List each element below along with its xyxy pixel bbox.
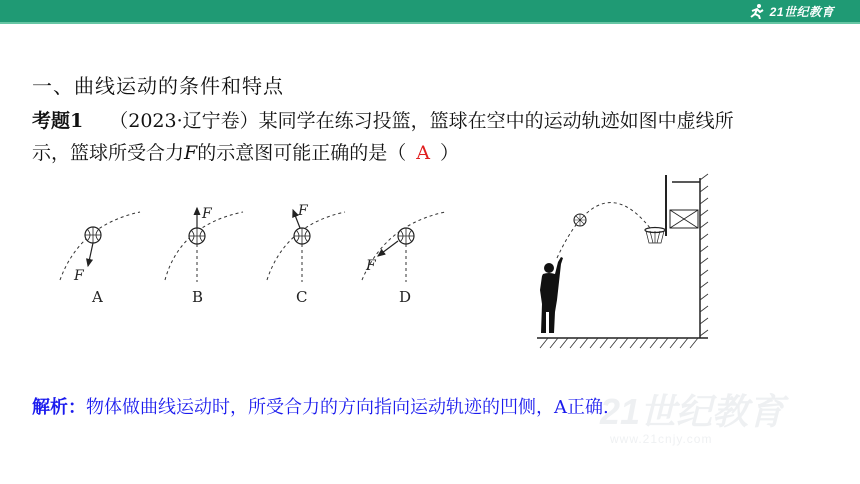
option-d-label: D [399, 288, 412, 306]
watermark [540, 380, 830, 460]
option-a-force: F [74, 268, 84, 284]
watermark-title: 21世纪教育 [600, 391, 785, 432]
basketball-scene [537, 174, 708, 348]
option-d-force: F [366, 258, 376, 274]
option-b-diagram [165, 206, 243, 306]
basketball-icon [189, 228, 205, 244]
basketball-icon [398, 228, 414, 244]
question-label: 考题1 [32, 110, 84, 132]
option-d-diagram [362, 212, 445, 306]
watermark-subtitle: www.21cnjy.com [610, 432, 713, 446]
option-c-label: C [296, 288, 308, 306]
basketball-icon [574, 214, 586, 226]
brand-logo-text: 21世纪教育 [769, 4, 834, 19]
option-c-force: F [298, 203, 308, 219]
basketball-icon [294, 228, 310, 244]
analysis-text: 物体做曲线运动时，所受合力的方向指向运动轨迹的凹侧，A正确. [86, 397, 609, 418]
option-a-diagram [60, 212, 140, 306]
player-silhouette [540, 257, 563, 333]
question-source: （2023·辽宁卷） [109, 110, 259, 132]
question-text-1: 某同学在练习投篮，篮球在空中的运动轨迹如图中虚线所 [258, 110, 734, 132]
question-close-paren: ） [439, 142, 459, 164]
force-symbol: F [184, 142, 198, 164]
answer-value: A [416, 142, 430, 164]
question-text-3: 的示意图可能正确的是（ [197, 142, 407, 164]
analysis-block [32, 393, 609, 419]
hoop-backboard [645, 175, 700, 243]
basketball-icon [85, 227, 101, 243]
analysis-label: 解析： [32, 397, 86, 418]
section-title: 一、曲线运动的条件和特点 [32, 74, 284, 98]
question-text-2: 示，篮球所受合力 [32, 142, 185, 164]
option-b-force: F [202, 206, 212, 222]
option-a-label: A [92, 288, 103, 306]
option-c-diagram [267, 203, 345, 306]
option-b-label: B [192, 288, 204, 306]
